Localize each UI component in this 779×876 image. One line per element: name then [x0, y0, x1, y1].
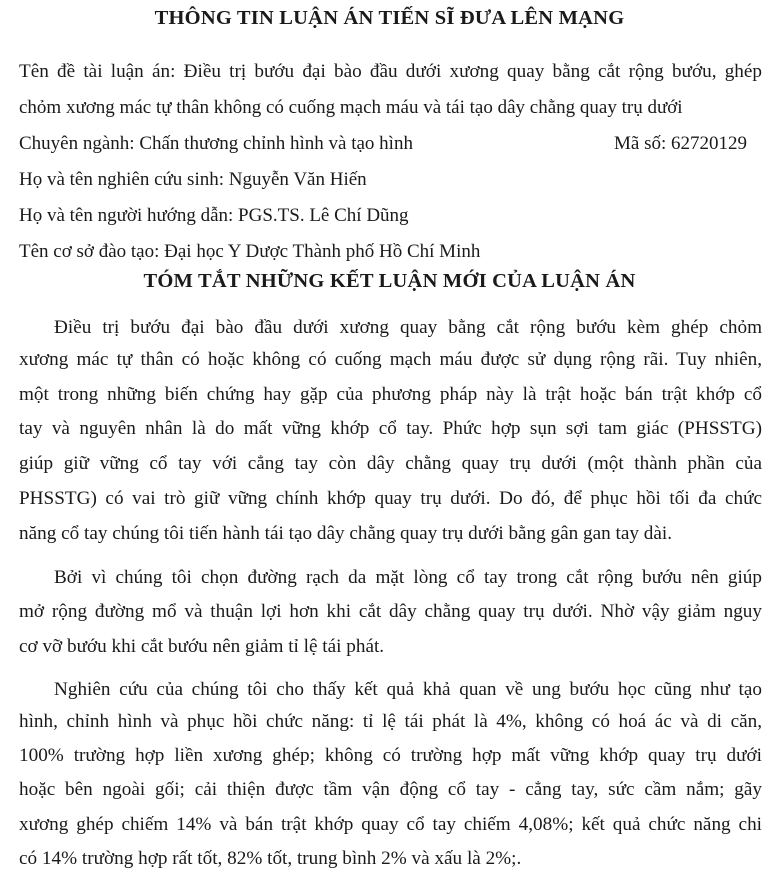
paragraph-1-line: Điều trị bướu đại bào đầu dưới xương quay bằng cắt rộng bướu kèm ghép chỏm — [54, 317, 762, 338]
paragraph-3-line: 100% trường hợp liền xương ghép; không có trường hợp mất vững khớp quay trụ dưới — [19, 745, 762, 766]
summary-title: TÓM TẮT NHỮNG KẾT LUẬN MỚI CỦA LUẬN ÁN — [143, 270, 636, 292]
paragraph-3-line: hoặc bên ngoài gối; cải thiện được tầm vận động cổ tay - cẳng tay, sức cầm nắm; gãy — [19, 779, 762, 800]
topic-line-2: chỏm xương mác tự thân không có cuống mạch máu và tái tạo dây chằng quay trụ dưới — [19, 97, 683, 118]
paragraph-1-line: tay và nguyên nhân là do mất vững khớp cổ tay. Phức hợp sụn sợi tam giác (PHSSTG) — [19, 418, 762, 439]
student-name: Họ và tên nghiên cứu sinh: Nguyễn Văn Hiến — [19, 169, 367, 190]
paragraph-3-line: hình, chỉnh hình và phục hồi chức năng: tỉ lệ tái phát là 4%, không có hoá ác và di căn, — [19, 711, 762, 732]
paragraph-3-line: có 14% trường hợp rất tốt, 82% tốt, trung bình 2% và xấu là 2%;. — [19, 848, 522, 869]
paragraph-1-line: PHSSTG) có vai trò giữ vững chính khớp quay trụ dưới. Do đó, để phục hồi tối đa chức — [19, 488, 762, 509]
paragraph-3-line: xương ghép chiếm 14% và bán trật khớp quay cổ tay chiếm 4,08%; kết quả chức năng chi — [19, 814, 762, 835]
major-field: Chuyên ngành: Chấn thương chỉnh hình và tạo hình — [19, 133, 413, 154]
institution-name: Tên cơ sở đào tạo: Đại học Y Dược Thành phố Hồ Chí Minh — [19, 241, 481, 262]
paragraph-1-line: xương mác tự thân có hoặc không có cuống mạch máu được sử dụng rộng rãi. Tuy nhiên, — [19, 349, 762, 370]
page-title: THÔNG TIN LUẬN ÁN TIẾN SĨ ĐƯA LÊN MẠNG — [154, 7, 625, 29]
paragraph-1-line: giúp giữ vững cổ tay với cẳng tay còn dây chằng quay trụ dưới (một thành phần của — [19, 453, 762, 474]
major-code: Mã số: 62720129 — [614, 133, 747, 154]
topic-line-1: Tên đề tài luận án: Điều trị bướu đại bào đầu dưới xương quay bằng cắt rộng bướu, ghép — [19, 61, 762, 82]
advisor-name: Họ và tên người hướng dẫn: PGS.TS. Lê Chí Dũng — [19, 205, 409, 226]
paragraph-2-line: Bởi vì chúng tôi chọn đường rạch da mặt lòng cổ tay trong cắt rộng bướu nên giúp — [54, 567, 762, 588]
paragraph-2-line: cơ vỡ bướu khi cắt bướu nên giảm tỉ lệ tái phát. — [19, 636, 385, 657]
paragraph-3-line: Nghiên cứu của chúng tôi cho thấy kết quả khả quan về ung bướu học cũng như tạo — [54, 679, 762, 700]
paragraph-2-line: mở rộng đường mổ và thuận lợi hơn khi cắt dây chằng quay trụ dưới. Nhờ vậy giảm nguy — [19, 601, 762, 622]
paragraph-1-line: năng cổ tay chúng tôi tiến hành tái tạo dây chằng quay trụ dưới bằng gân gan tay dài. — [19, 523, 673, 544]
paragraph-1-line: một trong những biến chứng hay gặp của phương pháp này là trật hoặc bán trật khớp cổ — [19, 384, 762, 405]
